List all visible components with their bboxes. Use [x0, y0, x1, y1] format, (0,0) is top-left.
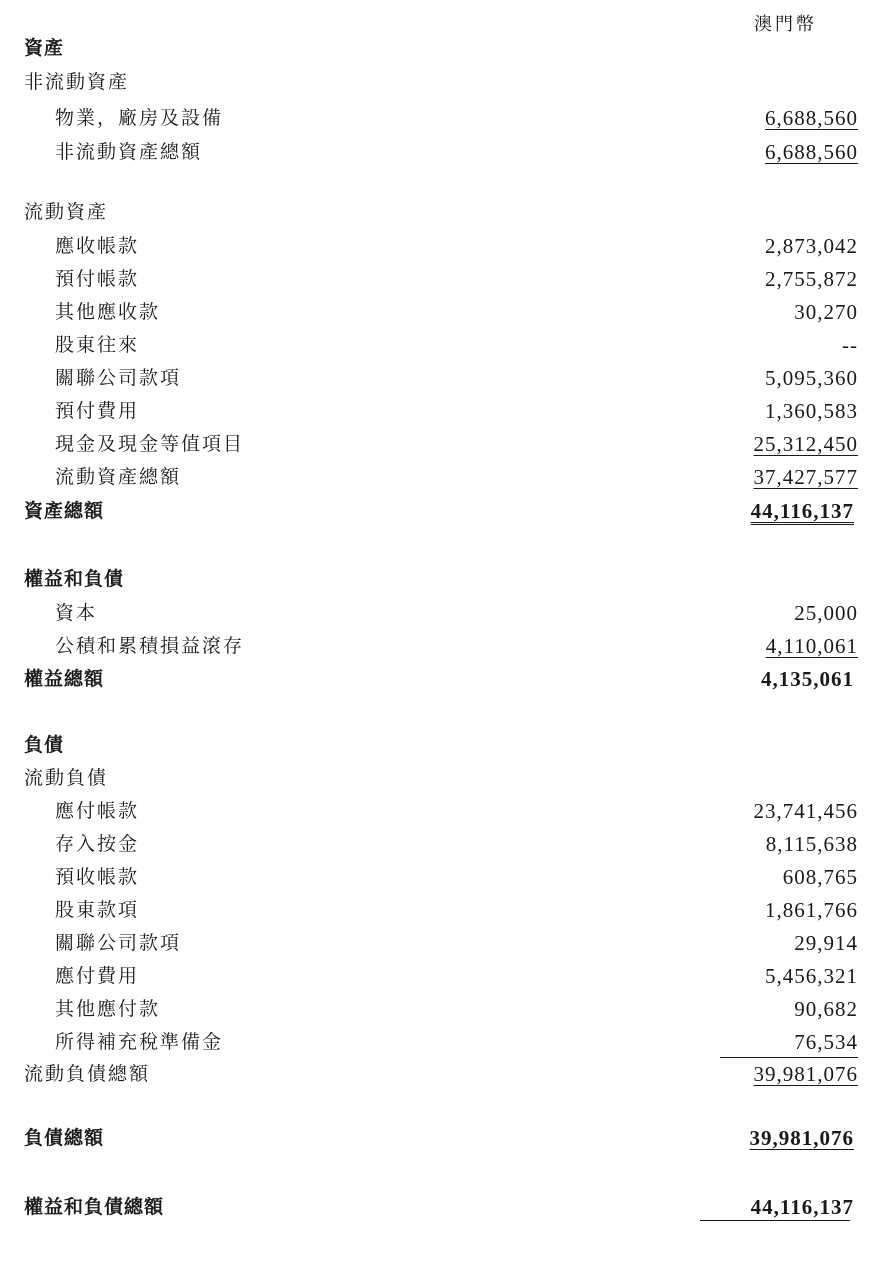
- equity-value: 25,000: [794, 601, 858, 625]
- current-asset-value: 5,095,360: [765, 366, 858, 390]
- equity-total-value: 4,135,061: [761, 667, 854, 691]
- current-liability-value: 1,861,766: [765, 898, 858, 922]
- equity-label: 公積和累積損益滾存: [55, 635, 245, 657]
- current-liability-row: [0, 993, 892, 1025]
- ppe-value: 6,688,560: [765, 106, 858, 130]
- current-liabilities-total-label: 流動負債總額: [24, 1063, 151, 1085]
- current-asset-row: [0, 362, 892, 394]
- current-liability-value: 29,914: [794, 931, 858, 955]
- current-asset-value: 30,270: [794, 300, 858, 324]
- current-assets-total-value: 37,427,577: [753, 465, 858, 489]
- current-asset-label: 應收帳款: [55, 235, 140, 257]
- current-liability-value: 608,765: [782, 865, 858, 889]
- current-liability-row: [0, 795, 892, 827]
- equity-label: 資本: [55, 602, 98, 624]
- current-asset-label: 預付帳款: [55, 268, 140, 290]
- current-asset-label: 關聯公司款項: [55, 367, 182, 389]
- current-asset-row: [0, 263, 892, 295]
- assets-total-label: 資產總額: [24, 500, 105, 522]
- current-liability-label: 預收帳款: [55, 866, 140, 888]
- liabilities-heading: 負債: [24, 734, 65, 756]
- grand-total-row: [0, 1191, 892, 1223]
- current-liability-row: [0, 960, 892, 992]
- assets-heading: 資產: [24, 37, 65, 59]
- current-asset-label: 現金及現金等值項目: [55, 433, 245, 455]
- current-liability-label: 應付帳款: [55, 800, 140, 822]
- liabilities-total-value: 39,981,076: [749, 1126, 854, 1150]
- liabilities-heading-row: [0, 729, 892, 761]
- current-liability-label: 關聯公司款項: [55, 932, 182, 954]
- non-current-assets-total-value: 6,688,560: [765, 140, 858, 164]
- current-liability-value: 8,115,638: [765, 832, 858, 856]
- current-asset-value: 25,312,450: [753, 432, 858, 456]
- current-asset-value: 2,755,872: [765, 267, 858, 291]
- current-liability-value: 23,741,456: [753, 799, 858, 823]
- equity-value: 4,110,061: [765, 634, 858, 658]
- current-liabilities-total-row: [0, 1058, 892, 1090]
- equity-heading: 權益和負債: [24, 568, 125, 590]
- current-assets-heading-row: [0, 196, 892, 228]
- current-liability-label: 應付費用: [55, 965, 140, 987]
- liabilities-total-row: [0, 1122, 892, 1154]
- equity-total-row: [0, 663, 892, 695]
- current-asset-row: [0, 428, 892, 460]
- current-asset-value: 1,360,583: [765, 399, 858, 423]
- liabilities-total-label: 負債總額: [24, 1127, 105, 1149]
- non-current-assets-total-label: 非流動資產總額: [55, 141, 203, 163]
- current-liability-value: 76,534: [794, 1030, 858, 1054]
- non-current-assets-heading: 非流動資產: [24, 71, 130, 93]
- current-liabilities-heading: 流動負債: [24, 767, 109, 789]
- current-assets-heading: 流動資產: [24, 201, 109, 223]
- current-liability-label: 其他應付款: [55, 998, 161, 1020]
- currency-label: 澳門幣: [754, 14, 817, 35]
- non-current-assets-total-row: [0, 136, 892, 168]
- equity-row: [0, 597, 892, 629]
- current-asset-label: 股東往來: [55, 334, 140, 356]
- current-liability-row: [0, 927, 892, 959]
- current-liability-row: [0, 861, 892, 893]
- current-asset-label: 其他應收款: [55, 301, 161, 323]
- current-liability-value: 5,456,321: [765, 964, 858, 988]
- current-asset-value: --: [842, 333, 858, 357]
- current-assets-total-label: 流動資產總額: [55, 466, 182, 488]
- grand-total-rule: [700, 1220, 850, 1221]
- non-current-assets-heading-row: [0, 66, 892, 98]
- current-asset-row: [0, 296, 892, 328]
- ppe-row: [0, 102, 892, 134]
- current-asset-value: 2,873,042: [765, 234, 858, 258]
- equity-heading-row: [0, 563, 892, 595]
- ppe-label: 物業，廠房及設備: [55, 107, 224, 129]
- assets-heading-row: [0, 32, 892, 64]
- current-liabilities-heading-row: [0, 762, 892, 794]
- current-assets-total-row: [0, 461, 892, 493]
- current-asset-row: [0, 230, 892, 262]
- equity-total-label: 權益總額: [24, 668, 105, 690]
- equity-row: [0, 630, 892, 662]
- current-liability-row: [0, 1026, 892, 1058]
- grand-total-label: 權益和負債總額: [24, 1196, 165, 1218]
- current-asset-row: [0, 329, 892, 361]
- current-liability-label: 所得補充稅準備金: [55, 1031, 224, 1053]
- assets-total-row: [0, 495, 892, 527]
- grand-total-value: 44,116,137: [750, 1195, 854, 1219]
- current-asset-row: [0, 395, 892, 427]
- current-liability-label: 存入按金: [55, 833, 140, 855]
- current-liabilities-total-value: 39,981,076: [753, 1062, 858, 1086]
- current-asset-label: 預付費用: [55, 400, 140, 422]
- assets-total-value: 44,116,137: [750, 499, 854, 523]
- current-liability-row: [0, 828, 892, 860]
- current-liability-row: [0, 894, 892, 926]
- current-liability-value: 90,682: [794, 997, 858, 1021]
- current-liability-label: 股東款項: [55, 899, 140, 921]
